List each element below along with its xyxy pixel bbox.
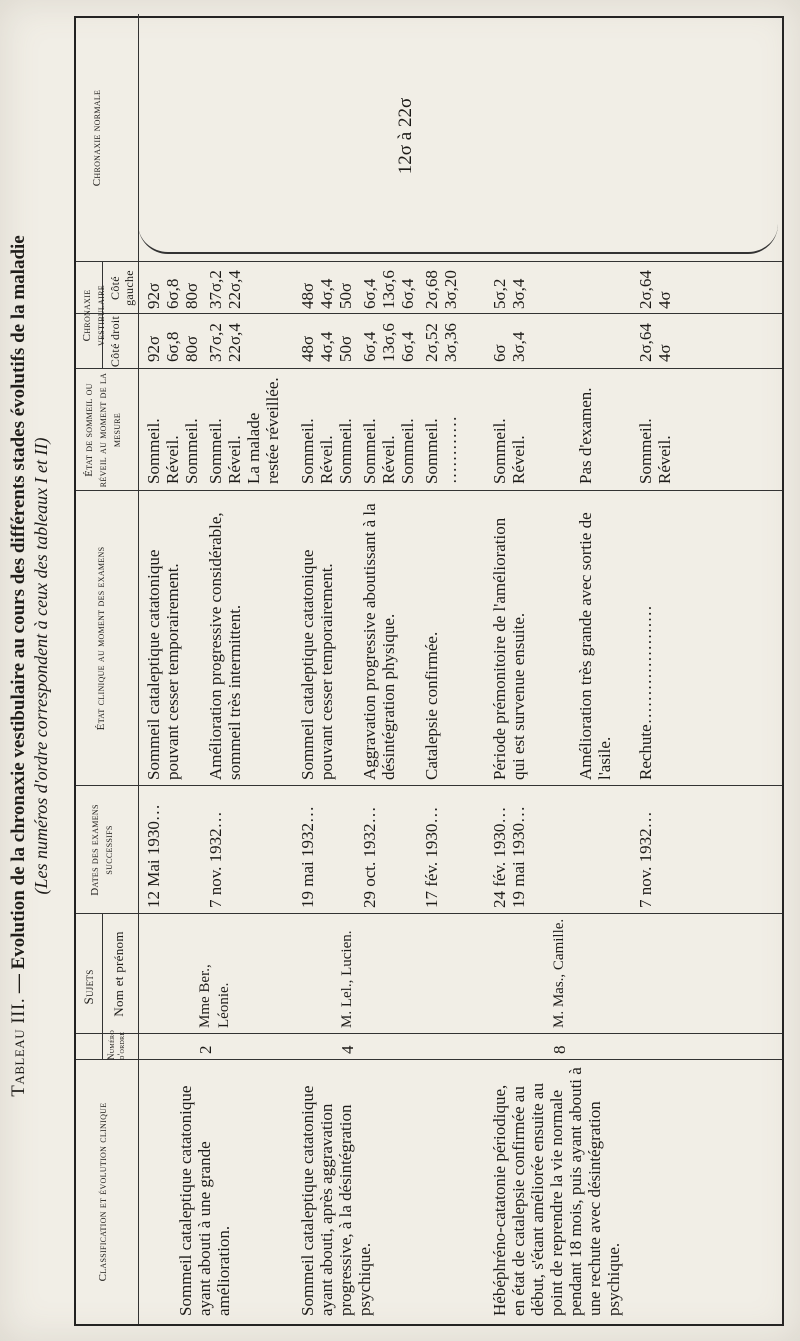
group-1-row-2-droit-2: 22σ,4 [225,323,244,362]
group-1-row-1-clinique: Sommeil cataleptique catatonique pouvant cesser temporairement. [144,549,182,780]
group-2-row-1-etat-3: Sommeil. [336,418,355,484]
group-2-row-1-gauche-3: 50σ [336,282,355,309]
table-subtitle: (Les numéros d'ordre correspondent à ceux des tableaux I et II) [31,437,51,895]
header-cote-droit: Côté droit [108,315,122,368]
normal-value: 12σ à 22σ [395,97,416,175]
group-1-row-2-clinique: Amélioration progressive considérable, sommeil très intermittent. [206,512,244,780]
group-2-row-3-gauche-1: 2σ,68 [422,270,441,309]
group-2-row-2-gauche-2: 13σ,6 [379,270,398,309]
group-3-row-1-gauche-2: 3σ,4 [509,278,528,309]
group-1-row-1-date: 12 Mai 1930… [144,804,163,908]
table-label: Tableau III. [8,997,29,1097]
group-1-row-1-gauche-1: 92σ [144,282,163,309]
group-2-row-3-clinique: Catalepsie confirmée. [422,631,441,780]
header-sujets: Sujets [81,969,96,1005]
header-dates: Dates des examens successifs [89,804,115,896]
group-3-row-1-gauche-1: 5σ,2 [490,278,509,309]
group-2-row-2-date: 29 oct. 1932… [360,806,379,908]
header-etat-clinique: État clinique au moment des examens [95,546,107,731]
group-3-row-1-etat-2: Réveil. [509,435,528,484]
group-2-row-3-droit-1: 2σ,52 [422,323,441,362]
group-1-row-1-droit-2: 6σ,8 [163,331,182,362]
group-3-classification: Hébéphréno-catatonie périodique, en état de catalepsie confirmée au début, s'étant améliorée ensuite au point de reprendre la vie normale pendant 18 mois, puis ayant abouti à une rechute avec désintégration psychique. [490,1067,623,1316]
group-2-row-3-droit-2: 3σ,36 [441,323,460,362]
group-1-row-1-etat-3: Sommeil. [182,418,201,484]
group-2-row-2-droit-3: 6σ,4 [398,331,417,362]
group-1-row-2-gauche-1: 37σ,2 [206,270,225,309]
group-2-row-1-droit-1: 48σ [298,335,317,362]
group-3-nom: M. Mas., Camille. [551,918,567,1028]
data-table [74,16,784,1326]
group-2-row-2-clinique: Aggravation progressive aboutissant à la désintégration physique. [360,503,398,780]
group-1-row-1-gauche-2: 6σ,8 [163,278,182,309]
group-3-row-3-gauche-2: 4σ [655,291,674,309]
group-1-row-1-etat-1: Sommeil. [144,418,163,484]
header-chronaxie-vestibulaire: Chronaxie vestibulaire [81,285,107,346]
group-2-row-1-date: 19 mai 1932… [298,806,317,908]
group-2-numero: 4 [338,1045,357,1054]
group-2-row-3-etat-1: Sommeil. [422,418,441,484]
group-3-row-3-droit-2: 4σ [655,344,674,362]
group-3-row-1-droit-1: 6σ [490,344,509,362]
group-3-numero: 8 [550,1045,569,1054]
group-1-row-2-etat-3: La malade restée réveillée. [244,377,282,484]
group-2-row-2-gauche-1: 6σ,4 [360,278,379,309]
group-3-row-3-clinique: Rechute………………… [636,605,655,780]
header-nom: Nom et prénom [111,931,126,1017]
group-3-row-3-etat-1: Sommeil. [636,418,655,484]
group-1-row-2-gauche-2: 22σ,4 [225,270,244,309]
group-2-row-1-droit-3: 50σ [336,335,355,362]
group-2-row-2-gauche-3: 6σ,4 [398,278,417,309]
group-1-row-1-droit-1: 92σ [144,335,163,362]
group-1-row-2-etat-1: Sommeil. [206,418,225,484]
group-1-numero: 2 [196,1045,215,1054]
group-3-row-3-gauche-1: 2σ,64 [636,270,655,309]
group-2-row-2-etat-2: Réveil. [379,435,398,484]
group-1-row-1-etat-2: Réveil. [163,435,182,484]
group-2-row-1-etat-1: Sommeil. [298,418,317,484]
group-1-nom: Mme Ber., Léonie. [197,964,232,1028]
group-2-row-2-droit-2: 13σ,6 [379,323,398,362]
group-2-row-3-date: 17 fév. 1930… [422,806,441,908]
group-3-row-1-droit-2: 3σ,4 [509,331,528,362]
group-2-row-3-etat-2: ………… [441,416,460,484]
group-3-row-2-clinique: Amélioration très grande avec sortie de l'asile. [576,512,614,780]
group-2-row-3-gauche-2: 3σ,20 [441,270,460,309]
group-1-row-1-gauche-3: 80σ [182,282,201,309]
group-3-row-1-clinique: Période prémonitoire de l'amélioration qui est survenue ensuite. [490,517,528,780]
group-2-row-1-etat-2: Réveil. [317,435,336,484]
group-2-row-1-droit-2: 4σ,4 [317,331,336,362]
group-1-row-1-droit-3: 80σ [182,335,201,362]
group-1-row-2-date: 7 nov. 1932… [206,811,225,908]
group-1-row-2-droit-1: 37σ,2 [206,323,225,362]
group-2-classification: Sommeil cataleptique catatonique ayant abouti, après aggravation progressive, à la désintégration psychique. [298,1085,374,1316]
table-caption [8,21,52,1311]
header-etat-sommeil: État de sommeil ou réveil au moment de la mesure [83,372,123,488]
group-1-classification: Sommeil cataleptique catatonique ayant abouti à une grande amélioration. [176,1085,233,1316]
group-2-row-1-gauche-1: 48σ [298,282,317,309]
header-classification: Classification et évolution clinique [97,1102,109,1282]
group-2-row-2-etat-3: Sommeil. [398,418,417,484]
group-3-row-1-date: 24 fév. 1930… 19 mai 1930… [490,806,528,908]
group-3-row-3-etat-2: Réveil. [655,435,674,484]
group-2-row-1-gauche-2: 4σ,4 [317,278,336,309]
header-numero: Numéro d'ordre [106,1030,126,1060]
group-3-row-2-etat-1: Pas d'examen. [576,387,595,484]
group-3-row-3-droit-1: 2σ,64 [636,323,655,362]
group-1-row-2-etat-2: Réveil. [225,435,244,484]
group-2-row-2-etat-1: Sommeil. [360,418,379,484]
group-2-row-1-clinique: Sommeil cataleptique catatonique pouvant cesser temporairement. [298,549,336,780]
table-title: Evolution de la chronaxie vestibulaire au cours des différents stades évolutifs de la maladie [8,235,29,970]
group-3-row-1-etat-1: Sommeil. [490,418,509,484]
header-chronaxie-normale: Chronaxie normale [91,89,103,187]
header-cote-gauche: Côté gauche [108,270,136,306]
group-2-row-2-droit-1: 6σ,4 [360,331,379,362]
caption-dash: — [8,969,29,998]
group-2-nom: M. Lel., Lucien. [339,930,355,1028]
group-3-row-3-date: 7 nov. 1932… [636,811,655,908]
